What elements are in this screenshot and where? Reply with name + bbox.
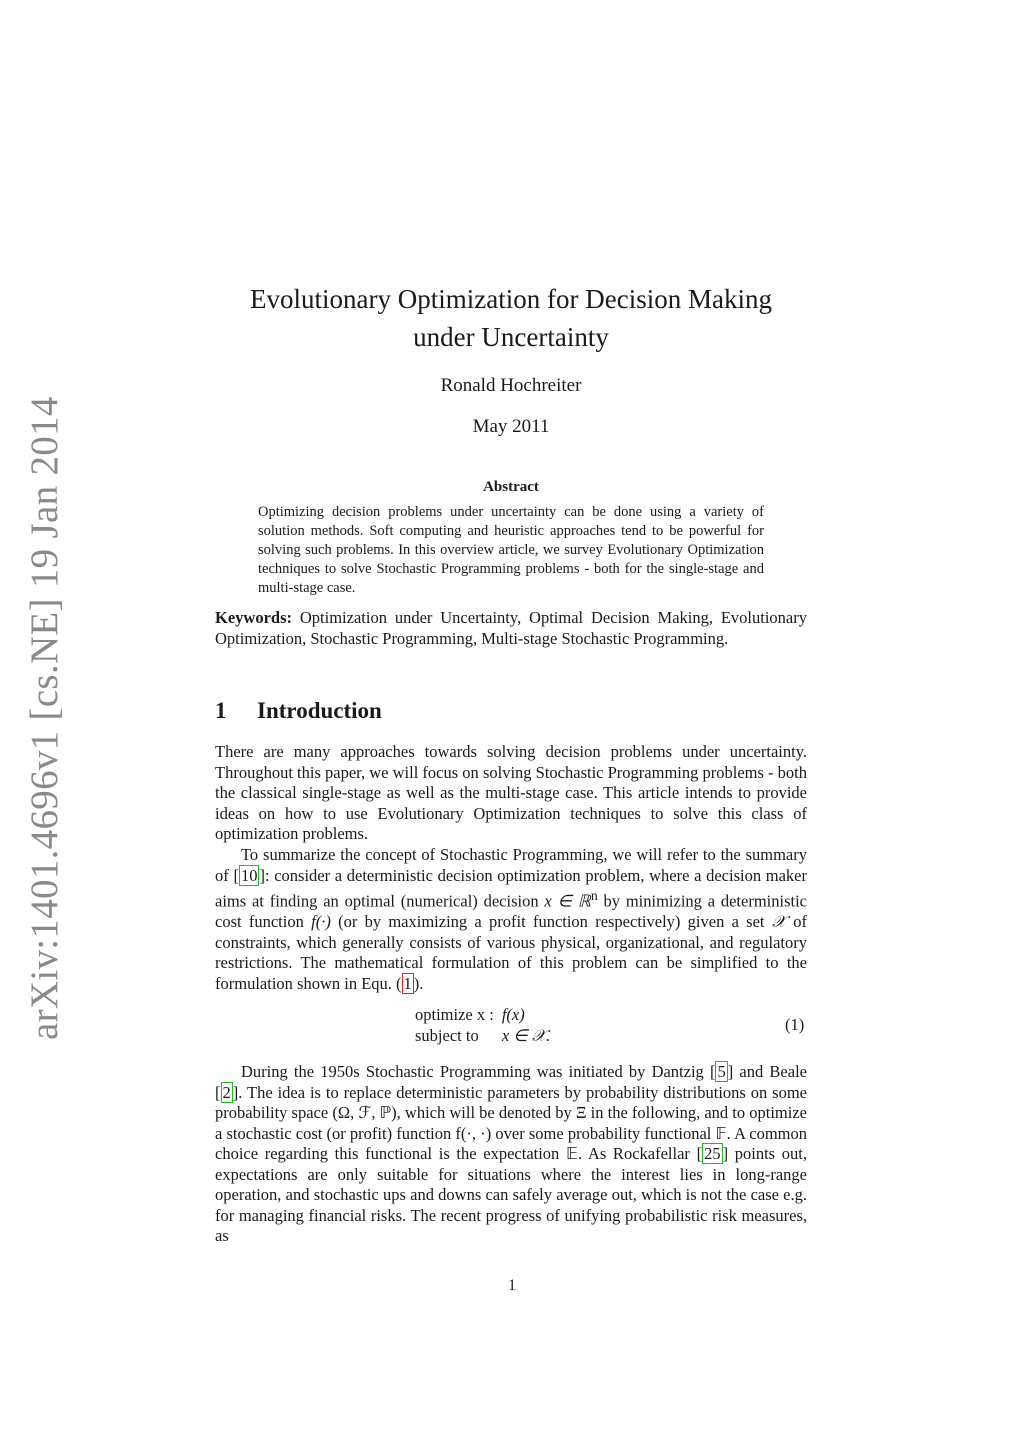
author: Ronald Hochreiter: [440, 375, 582, 396]
equation-number: (1): [785, 1015, 805, 1034]
equation-row1-label: optimize x :: [415, 1005, 494, 1024]
math-x-in-rn: x ∈ ℝ: [544, 891, 591, 911]
citation-2-link[interactable]: 2: [222, 1082, 231, 1102]
keywords: [215, 607, 807, 649]
para3-text-d: points out, expectations are only suitable for situations where the interest lies in long-range operation, and stochastic ups and downs can safely average out, which is not the case e.g. for managing financial risks. The recent progress of unifying probabilistic risk measures, as: [215, 1144, 807, 1245]
equation-1-link[interactable]: 1: [403, 973, 412, 993]
keywords-label: Keywords:: [215, 608, 292, 627]
para3-text-b: and Beale: [733, 1062, 807, 1081]
para2-text-e: of constraints, which generally consists of various physical, organizational, and regulatory restrictions. The mathematical formulation of this problem can be simplified to the formulation shown in Equ. (: [215, 912, 807, 993]
page-number: 1: [508, 1277, 516, 1294]
paragraph-3: During the 1950s Stochastic Programming was initiated by Dantzig [ 5 ] and Beale [ 2 ]. The idea is to replace deterministic parameters by probability distributions on some probability space (Ω, ℱ, ℙ), which will be denoted by Ξ in the following, and to optimize a stochastic cost (or profit) function f(·, ·) over some probability functional 𝔽. A common choice regarding this functional is the expectation 𝔼. As Rockafellar [ 25 ] points out, expectations are only suitable for situations where the interest lies in long-range operation, and stochastic ups and downs can safely average out, which is not the case e.g. for managing financial risks. The recent progress of unifying probabilistic risk measures, as: [215, 1062, 807, 1245]
math-superscript-n: n: [590, 888, 598, 903]
date: May 2011: [472, 416, 550, 437]
equation-row1-expr: f(x): [501, 1005, 525, 1024]
para3-text-c: . The idea is to replace deterministic parameters by probability distributions on some probability space (Ω, ℱ, ℙ), which will be denoted by Ξ in the following, and to optimize a stochastic cost (or profit) function f(·, ·) over some probability functional 𝔽. A common choice regarding this functional is the expectation 𝔼. As Rockafellar: [215, 1082, 807, 1163]
equation-row2-label: subject to: [415, 1026, 479, 1045]
citation-5-link[interactable]: 5: [717, 1062, 726, 1081]
section-heading-introduction: [215, 698, 382, 724]
paragraph-1: There are many approaches towards solving decision problems under uncertainty. Throughout this paper, we will focus on solving Stochastic Programming problems - both the classical single-stage as well as the multi-stage case. This article intends to provide ideas on how to use Evolutionary Optimization techniques to solve this class of optimization problems.: [215, 742, 807, 843]
title-line-2: under Uncertainty: [413, 322, 609, 352]
equation-1: [415, 1004, 558, 1046]
abstract-text: Optimizing decision problems under uncertainty can be done using a variety of solution methods. Soft computing and heuristic approaches tend to be powerful for solving such problems. In this overview article, we survey Evolutionary Optimization techniques to solve Stochastic Programming problems - both for the single-stage and multi-stage case.: [258, 504, 764, 596]
para2-text-b: : consider a deterministic decision optimization problem, where a decision maker aims at finding an optimal (numerical) decision: [215, 865, 808, 911]
math-f-dot: f(·): [311, 912, 331, 931]
paragraph-2: To summarize the concept of Stochastic Programming, we will refer to the summary of [ 10 ]: consider a deterministic decision optimization problem, where a decision maker aims at finding an optimal (numerical) decision x ∈ ℝ$^n$ by minimizing a deterministic cost function f(·) (or by maximizing a profit function respectively) given a set 𝒳 of constraints, which generally consists of various physical, organizational, and regulatory restrictions. The mathematical formulation of this problem can be simplified to the formulation shown in Equ. ( 1 ).: [215, 845, 808, 993]
citation-25-link[interactable]: 25: [704, 1144, 721, 1163]
paper-title: [215, 280, 807, 356]
section-number: 1: [215, 698, 227, 723]
section-title: Introduction: [257, 698, 382, 723]
equation-row2-expr: x ∈ 𝒳.: [501, 1026, 551, 1045]
math-set-x: 𝒳: [771, 912, 786, 931]
para2-text-d: (or by maximizing a profit function respectively) given a set: [330, 912, 772, 931]
para3-text-a: During the 1950s Stochastic Programming was initiated by Dantzig: [241, 1062, 710, 1081]
para2-text-c: by minimizing a deterministic cost function: [215, 891, 808, 931]
citation-10-link[interactable]: 10: [240, 865, 258, 885]
para2-text-f: ).: [413, 973, 424, 993]
abstract-heading: Abstract: [483, 479, 539, 495]
title-line-1: Evolutionary Optimization for Decision Making: [250, 284, 772, 314]
arxiv-identifier: arXiv:1401.4696v1 [cs.NE] 19 Jan 2014: [23, 396, 66, 1040]
keywords-text: Optimization under Uncertainty, Optimal Decision Making, Evolutionary Optimization, Stochastic Programming, Multi-stage Stochastic Programming.: [215, 608, 808, 648]
para2-text-a: To summarize the concept of Stochastic Programming, we will refer to the summary of: [215, 845, 807, 885]
